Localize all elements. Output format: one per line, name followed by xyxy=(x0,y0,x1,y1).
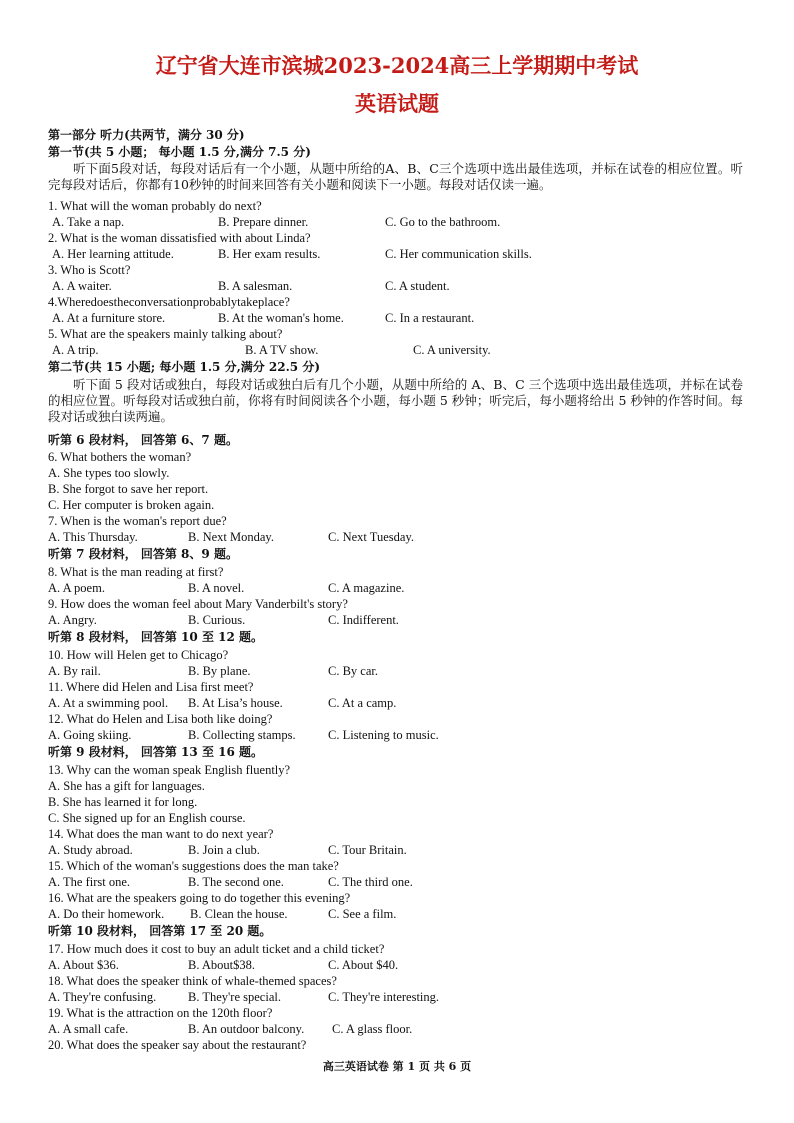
q11-option-b: B. At Lisa’s house. xyxy=(188,696,283,710)
q6-option-b: B. She forgot to save her report. xyxy=(48,482,209,496)
q16-option-a: A. Do their homework. xyxy=(48,907,165,921)
q15-option-a: A. The first one. xyxy=(48,875,131,889)
q15-option-b: B. The second one. xyxy=(188,875,284,889)
q18-option-a: A. They're confusing. xyxy=(48,990,157,1004)
q6-option-c: C. Her computer is broken again. xyxy=(48,498,215,512)
question-5: 5. What are the speakers mainly talking about? xyxy=(48,327,283,341)
material-7-heading: 听第 7 段材料， 回答第 8、9 题。 xyxy=(48,547,238,561)
section1-heading: 第一节(共 5 小题； 每小题 1.5 分,满分 7.5 分) xyxy=(48,145,311,159)
q2-option-b: B. Her exam results. xyxy=(218,247,321,261)
question-17: 17. How much does it cost to buy an adult ticket and a child ticket? xyxy=(48,942,385,956)
material-9-heading: 听第 9 段材料， 回答第 13 至 16 题。 xyxy=(48,745,263,759)
question-8: 8. What is the man reading at first? xyxy=(48,565,224,579)
q18-option-b: B. They're special. xyxy=(188,990,281,1004)
question-15: 15. Which of the woman's suggestions does the man take? xyxy=(48,859,339,873)
page-footer: 高三英语试卷 第 1 页 共 6 页 xyxy=(322,1060,472,1073)
q5-option-b: B. A TV show. xyxy=(245,343,319,357)
q11-option-c: C. At a camp. xyxy=(328,696,397,710)
q17-option-b: B. About$38. xyxy=(188,958,256,972)
question-19: 19. What is the attraction on the 120th floor? xyxy=(48,1006,273,1020)
q8-option-b: B. A novel. xyxy=(188,581,245,595)
question-9: 9. How does the woman feel about Mary Vanderbilt's story? xyxy=(48,597,348,611)
q18-option-c: C. They're interesting. xyxy=(328,990,440,1004)
question-20: 20. What does the speaker say about the restaurant? xyxy=(48,1038,307,1052)
q3-option-b: B. A salesman. xyxy=(218,279,293,293)
q4-option-a: A. At a furniture store. xyxy=(52,311,166,325)
q13-option-b: B. She has learned it for long. xyxy=(48,795,198,809)
q13-option-a: A. She has a gift for languages. xyxy=(48,779,205,793)
q19-option-b: B. An outdoor balcony. xyxy=(188,1022,305,1036)
q1-option-a: A. Take a nap. xyxy=(52,215,125,229)
q13-option-c: C. She signed up for an English course. xyxy=(48,811,246,825)
q19-option-a: A. A small cafe. xyxy=(48,1022,129,1036)
q1-option-b: B. Prepare dinner. xyxy=(218,215,309,229)
q14-option-a: A. Study abroad. xyxy=(48,843,133,857)
q3-option-a: A. A waiter. xyxy=(52,279,112,293)
q17-option-a: A. About $36. xyxy=(48,958,119,972)
q7-option-c: C. Next Tuesday. xyxy=(328,530,415,544)
q19-option-c: C. A glass floor. xyxy=(332,1022,413,1036)
question-16: 16. What are the speakers going to do together this evening? xyxy=(48,891,351,905)
question-6: 6. What bothers the woman? xyxy=(48,450,192,464)
q9-option-c: C. Indifferent. xyxy=(328,613,399,627)
question-10: 10. How will Helen get to Chicago? xyxy=(48,648,229,662)
q7-option-b: B. Next Monday. xyxy=(188,530,274,544)
q5-option-a: A. A trip. xyxy=(52,343,99,357)
question-18: 18. What does the speaker think of whale-themed spaces? xyxy=(48,974,337,988)
q5-option-c: C. A university. xyxy=(413,343,491,357)
question-11: 11. Where did Helen and Lisa first meet? xyxy=(48,680,254,694)
q10-option-c: C. By car. xyxy=(328,664,378,678)
q12-option-b: B. Collecting stamps. xyxy=(188,728,296,742)
q11-option-a: A. At a swimming pool. xyxy=(48,696,169,710)
section1-instructions: 听下面5段对话，每段对话后有一个小题，从题中所给的A、B、C三个选项中选出最佳选项，并标在试卷的相应位置。听完每段对话后，你都有10秒钟的时间来回答有关小题和阅读下一小题。每段对话仅读一遍。 xyxy=(48,161,743,192)
material-10-heading: 听第 10 段材料， 回答第 17 至 20 题。 xyxy=(48,924,272,938)
material-6-heading: 听第 6 段材料， 回答第 6、7 题。 xyxy=(48,433,238,447)
question-12: 12. What do Helen and Lisa both like doing? xyxy=(48,712,273,726)
q9-option-a: A. Angry. xyxy=(48,613,97,627)
exam-title: 辽宁省大连市滨城2023-2024高三上学期期中考试 xyxy=(155,53,639,78)
section2-heading: 第二节(共 15 小题; 每小题 1.5 分,满分 22.5 分) xyxy=(48,360,321,374)
q1-option-c: C. Go to the bathroom. xyxy=(385,215,501,229)
question-13: 13. Why can the woman speak English fluently? xyxy=(48,763,291,777)
q10-option-a: A. By rail. xyxy=(48,664,101,678)
q12-option-a: A. Going skiing. xyxy=(48,728,132,742)
q16-option-c: C. See a film. xyxy=(328,907,397,921)
q4-option-b: B. At the woman's home. xyxy=(218,311,344,325)
q2-option-a: A. Her learning attitude. xyxy=(52,247,174,261)
question-14: 14. What does the man want to do next year? xyxy=(48,827,274,841)
part1-heading: 第一部分 听力(共两节，满分 30 分) xyxy=(48,128,245,142)
q4-option-c: C. In a restaurant. xyxy=(385,311,475,325)
q9-option-b: B. Curious. xyxy=(188,613,246,627)
q14-option-b: B. Join a club. xyxy=(188,843,260,857)
q17-option-c: C. About $40. xyxy=(328,958,399,972)
q12-option-c: C. Listening to music. xyxy=(328,728,439,742)
q6-option-a: A. She types too slowly. xyxy=(48,466,170,480)
q16-option-b: B. Clean the house. xyxy=(190,907,288,921)
question-7: 7. When is the woman's report due? xyxy=(48,514,227,528)
q14-option-c: C. Tour Britain. xyxy=(328,843,407,857)
exam-subtitle: 英语试题 xyxy=(355,91,439,116)
q15-option-c: C. The third one. xyxy=(328,875,413,889)
q2-option-c: C. Her communication skills. xyxy=(385,247,532,261)
question-4: 4.Wheredoestheconversationprobablytakeplace? xyxy=(48,295,290,309)
question-1: 1. What will the woman probably do next? xyxy=(48,199,262,213)
material-8-heading: 听第 8 段材料， 回答第 10 至 12 题。 xyxy=(48,630,263,644)
section2-instructions: 听下面 5 段对话或独白，每段对话或独白后有几个小题，从题中所给的 A、B、C 三个选项中选出最佳选项，并标在试卷的相应位置。听每段对话或独白前，你将有时间阅读各个小题，每小题 5 秒钟；听完后，每小题将给出 5 秒钟的作答时间。每段对话或独白读两遍。 xyxy=(48,377,743,424)
question-3: 3. Who is Scott? xyxy=(48,263,131,277)
q7-option-a: A. This Thursday. xyxy=(48,530,138,544)
q10-option-b: B. By plane. xyxy=(188,664,251,678)
q8-option-a: A. A poem. xyxy=(48,581,105,595)
q8-option-c: C. A magazine. xyxy=(328,581,405,595)
question-2: 2. What is the woman dissatisfied with about Linda? xyxy=(48,231,311,245)
q3-option-c: C. A student. xyxy=(385,279,450,293)
